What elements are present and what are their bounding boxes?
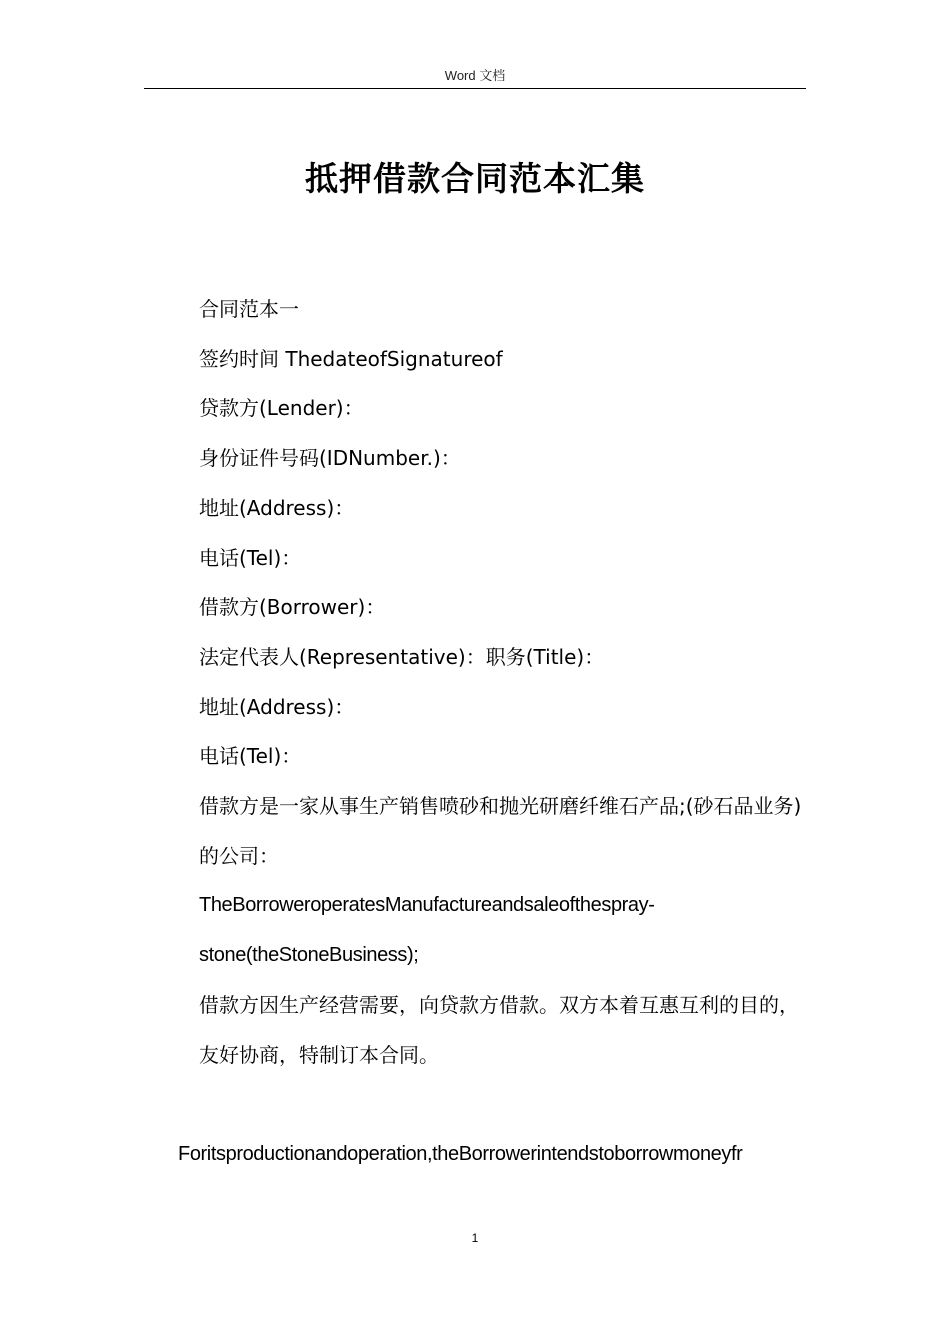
document-body — [178, 285, 806, 1180]
header-label: Word 文档 — [444, 68, 506, 83]
blank-line — [178, 1080, 806, 1130]
paragraph-borrower-business-cn: 借款方是一家从事生产销售喷砂和抛光研磨纤维石产品;(砂石品业务)的公司： — [199, 794, 802, 868]
paragraph-borrower-business-en: TheBorroweroperatesManufactureandsaleofthespray-stone(theStoneBusiness); — [199, 894, 655, 967]
paragraph-lender: 贷款方(Lender)： — [199, 396, 364, 421]
paragraph-contract-sample-one: 合同范本一 — [199, 297, 299, 321]
document-title: 抵押借款合同范本汇集 — [305, 159, 645, 198]
paragraph-id-number: 身份证件号码(IDNumber.)： — [199, 446, 461, 471]
paragraph-borrower-tel: 电话(Tel)： — [199, 744, 302, 769]
paragraph-signature-date: 签约时间 ThedateofSignatureof — [199, 346, 503, 371]
page-number: 1 — [471, 1231, 479, 1245]
page-header — [144, 66, 806, 89]
paragraph-loan-purpose-cn: 借款方因生产经营需要，向贷款方借款。双方本着互惠互利的目的，友好协商，特制订本合同。 — [199, 992, 799, 1067]
paragraph-lender-address: 地址(Address)： — [199, 495, 355, 520]
paragraph-borrower: 借款方(Borrower)： — [199, 595, 386, 620]
paragraph-loan-purpose-en: Foritsproductionandoperation,theBorrowerintendstoborrowmoneyfr — [178, 1142, 743, 1165]
paragraph-borrower-address: 地址(Address)： — [199, 694, 355, 719]
paragraph-representative: 法定代表人(Representative)：职务(Title)： — [199, 644, 605, 669]
paragraph-lender-tel: 电话(Tel)： — [199, 545, 302, 570]
